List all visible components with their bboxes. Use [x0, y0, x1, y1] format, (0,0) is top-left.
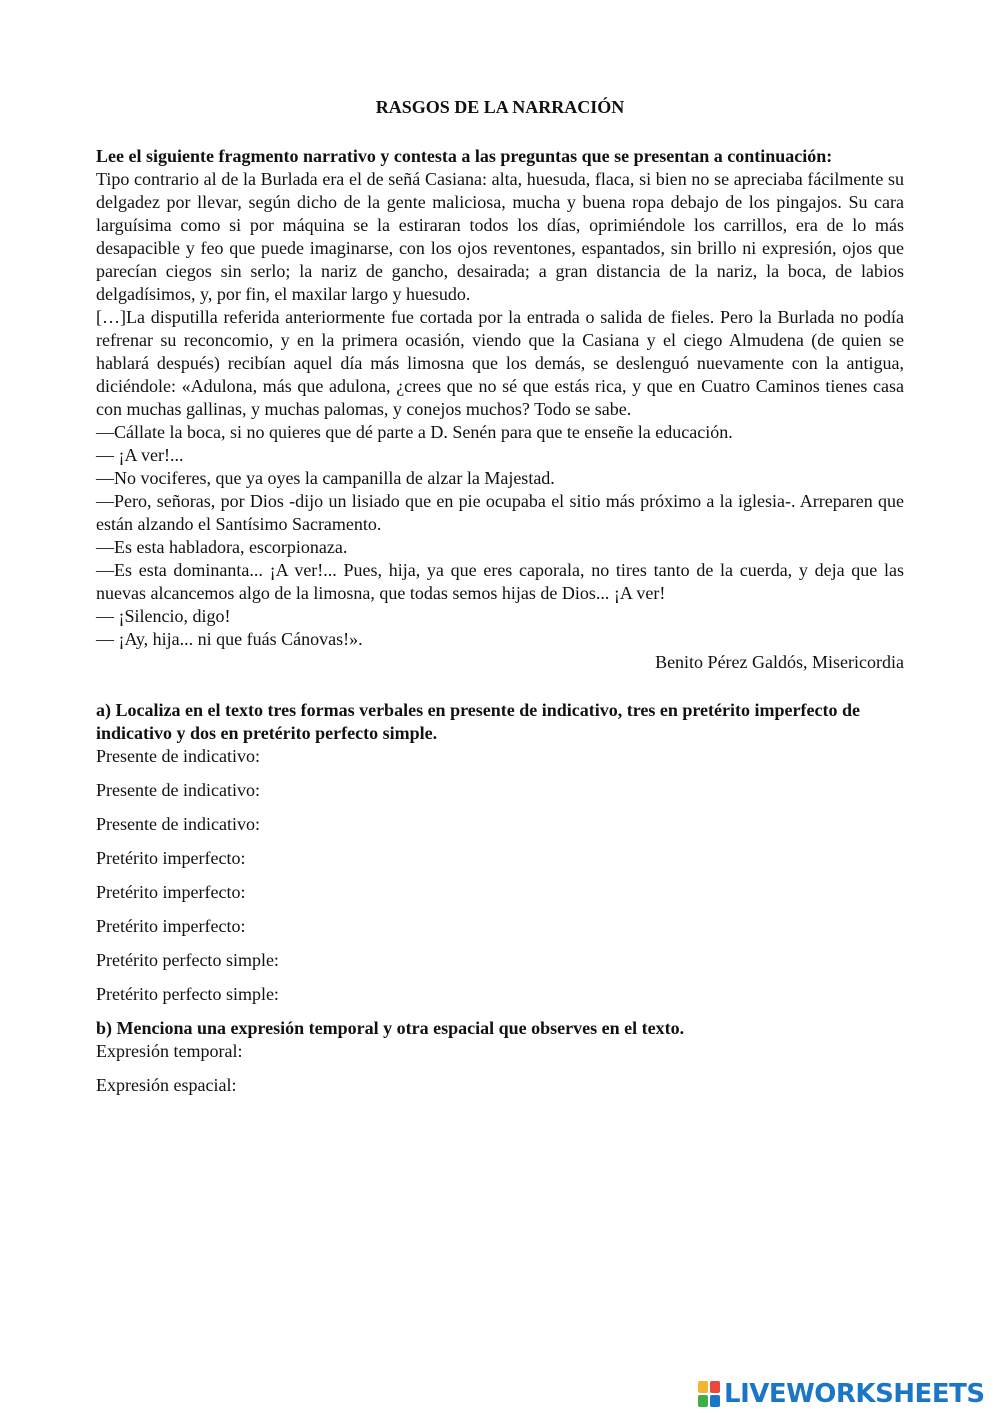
answer-field-perfecto-2[interactable]: Pretérito perfecto simple:	[96, 984, 279, 1004]
logo-text: LIVEWORKSHEETS	[724, 1379, 985, 1409]
answer-field-imperfecto-2[interactable]: Pretérito imperfecto:	[96, 882, 246, 902]
passage-paragraph: Tipo contrario al de la Burlada era el de señá Casiana: alta, huesuda, flaca, si bien no se apreciaba fácilmente su delgadez por llevar, según dicho de la gente maliciosa, mucha y buena ropa debajo de los pingajos. Su cara larguísima como si por máquina se la estiraran todos los días, oprimiéndole los carrillos, era de lo más desapacible y feo que puede imaginarse, con los ojos reventones, espantados, sin brillo ni expresión, ojos que parecían ciegos sin serlo; la nariz de gancho, desairada; a gran distancia de la nariz, la boca, de labios delgadísimos, y, por fin, el maxilar largo y huesudo.	[96, 169, 904, 304]
answer-field-presente-2[interactable]: Presente de indicativo:	[96, 780, 260, 800]
dialogue-line: — ¡A ver!...	[96, 445, 184, 465]
logo-square-red	[710, 1381, 720, 1393]
worksheet-page	[96, 96, 904, 1097]
dialogue-line: — ¡Silencio, digo!	[96, 606, 231, 626]
logo-square-blue	[710, 1395, 720, 1407]
dialogue-line: —Cállate la boca, si no quieres que dé parte a D. Senén para que te enseñe la educación.	[96, 422, 733, 442]
narrative-passage	[96, 168, 904, 651]
question-a	[96, 699, 904, 1006]
answer-field-imperfecto-1[interactable]: Pretérito imperfecto:	[96, 848, 246, 868]
answer-field-imperfecto-3[interactable]: Pretérito imperfecto:	[96, 916, 246, 936]
answer-field-presente-1[interactable]: Presente de indicativo:	[96, 746, 260, 766]
page-title: RASGOS DE LA NARRACIÓN	[375, 97, 625, 117]
question-b-heading: b) Menciona una expresión temporal y otra espacial que observes en el texto.	[96, 1018, 685, 1038]
answer-field-temporal[interactable]: Expresión temporal:	[96, 1041, 243, 1061]
answer-field-perfecto-1[interactable]: Pretérito perfecto simple:	[96, 950, 279, 970]
liveworksheets-logo-icon	[698, 1381, 720, 1407]
question-b	[96, 1017, 904, 1097]
dialogue-line: —Pero, señoras, por Dios -dijo un lisiado que en pie ocupaba el sitio más próximo a la iglesia-. Arreparen que están alzando el Santísimo Sacramento.	[96, 491, 904, 534]
dialogue-line: —No vociferes, que ya oyes la campanilla de alzar la Majestad.	[96, 468, 555, 488]
logo-square-green	[698, 1395, 708, 1407]
dialogue-line: — ¡Ay, hija... ni que fuás Cánovas!».	[96, 629, 363, 649]
instruction-text: Lee el siguiente fragmento narrativo y contesta a las preguntas que se presentan a continuación:	[96, 146, 833, 166]
logo-square-yellow	[698, 1381, 708, 1393]
liveworksheets-logo	[698, 1378, 985, 1410]
question-a-heading: a) Localiza en el texto tres formas verbales en presente de indicativo, tres en pretérito imperfecto de indicativo y dos en pretérito perfecto simple.	[96, 700, 860, 743]
dialogue-line: —Es esta dominanta... ¡A ver!... Pues, hija, ya que eres caporala, no tires tanto de la cuerda, y deja que las nuevas alcancemos algo de la limosna, que todas semos hijas de Dios... ¡A ver!	[96, 560, 904, 603]
author-attribution: Benito Pérez Galdós, Misericordia	[655, 652, 904, 672]
answer-field-presente-3[interactable]: Presente de indicativo:	[96, 814, 260, 834]
answer-field-espacial[interactable]: Expresión espacial:	[96, 1075, 237, 1095]
dialogue-line: —Es esta habladora, escorpionaza.	[96, 537, 348, 557]
passage-paragraph: […]La disputilla referida anteriormente fue cortada por la entrada o salida de fieles. Pero la Burlada no podía refrenar su reconcomio, y en la primera ocasión, viendo que la Casiana y el ciego Almudena (de quien se hablará después) recibían aquel día más limosna que los demás, se deslenguó nuevamente con la antigua, diciéndole: «Adulona, más que adulona, ¿crees que no sé que estás rica, y que en Cuatro Caminos tienes casa con muchas gallinas, y muchas palomas, y conejos muchos? Todo se sabe.	[96, 307, 904, 419]
